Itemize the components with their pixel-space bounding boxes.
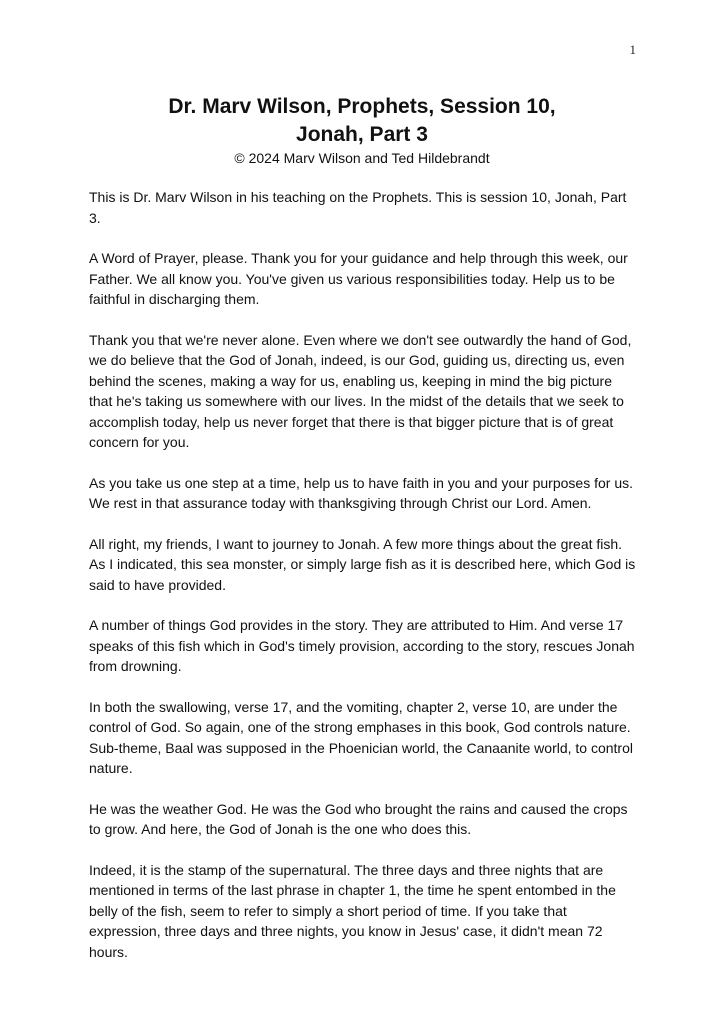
title-line-2: Jonah, Part 3 (296, 123, 428, 146)
title-line-1: Dr. Marv Wilson, Prophets, Session 10, (168, 95, 556, 118)
paragraph: Indeed, it is the stamp of the supernatural. The three days and three nights that are mentioned in terms of the last phrase in chapter 1, the time he spent entombed in the belly of the fish, seem to refer to simply a short period of time. If you take that expression, three days and three nights, you know in Jesus' case, it didn't mean 72 hours. (89, 861, 616, 960)
paragraph: As you take us one step at a time, help us to have faith in you and your purposes for us. We rest in that assurance today with thanksgiving through Christ our Lord. Amen. (89, 474, 633, 511)
document-title (0, 93, 724, 149)
copyright-line: © 2024 Marv Wilson and Ted Hildebrandt (234, 150, 490, 166)
paragraph: This is Dr. Marv Wilson in his teaching on the Prophets. This is session 10, Jonah, Part 3. (89, 189, 627, 226)
document-body (89, 187, 639, 982)
paragraph: He was the weather God. He was the God who brought the rains and caused the crops to grow. And here, the God of Jonah is the one who does this. (89, 800, 628, 837)
page-number: 1 (629, 42, 636, 57)
paragraph: All right, my friends, I want to journey to Jonah. A few more things about the great fish. As I indicated, this sea monster, or simply large fish as it is described here, which God is said to have provided. (89, 535, 636, 593)
paragraph: A Word of Prayer, please. Thank you for your guidance and help through this week, our Father. We all know you. You've given us various responsibilities today. Help us to be faithful in discharging them. (89, 250, 628, 307)
paragraph: A number of things God provides in the story. They are attributed to Him. And verse 17 speaks of this fish which in God's timely provision, according to the story, rescues Jonah from drowning. (89, 617, 635, 674)
paragraph: In both the swallowing, verse 17, and the vomiting, chapter 2, verse 10, are under the control of God. So again, one of the strong emphases in this book, God controls nature. Sub-theme, Baal was supposed in the Phoenician world, the Canaanite world, to control nature. (89, 698, 633, 776)
paragraph: Thank you that we're never alone. Even where we don't see outwardly the hand of God, we do believe that the God of Jonah, indeed, is our God, guiding us, directing us, even behind the scenes, making a way for us, enabling us, keeping in mind the big picture that he's taking us somewhere with our lives. In the midst of the details that we seek to accomplish today, help us never forget that there is that bigger picture that is of great concern for you. (89, 331, 632, 450)
